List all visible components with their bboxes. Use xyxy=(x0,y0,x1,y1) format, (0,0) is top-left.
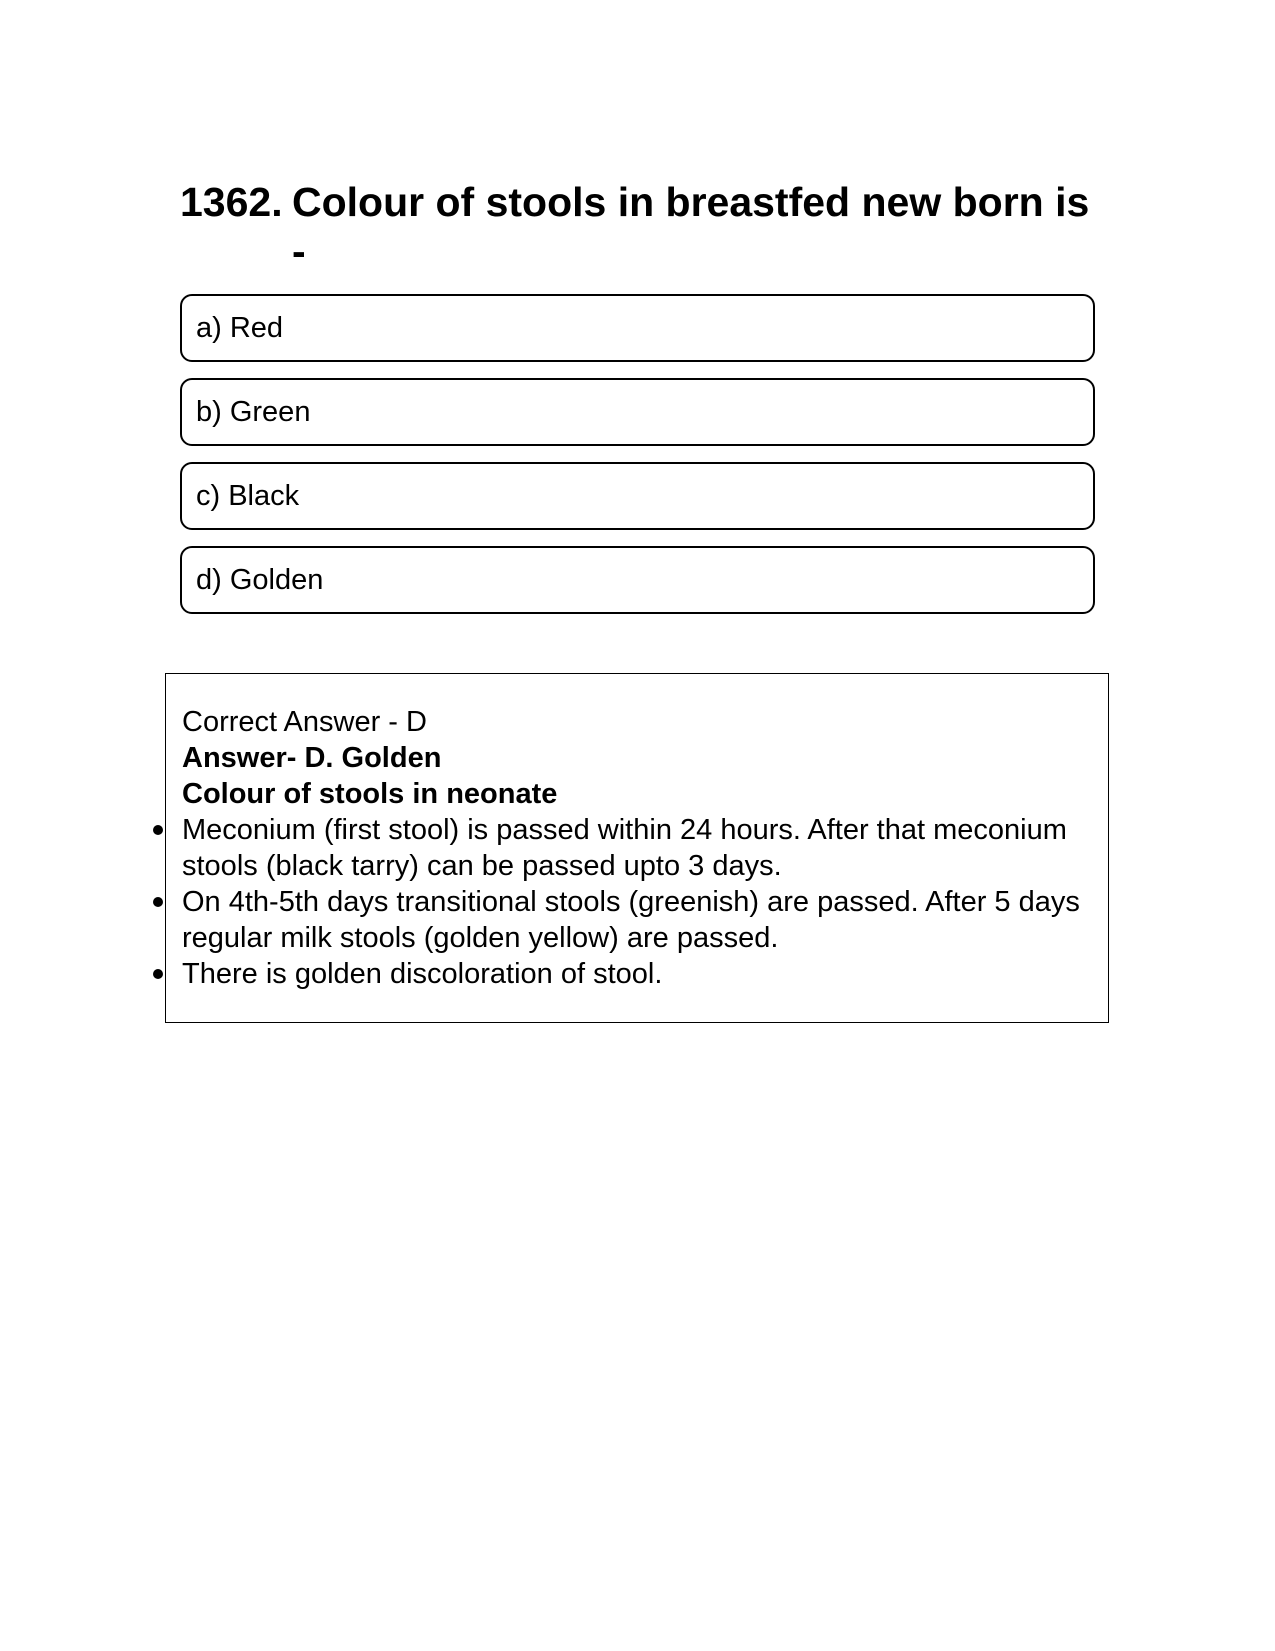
option-a[interactable] xyxy=(180,294,1095,362)
option-label: b) Green xyxy=(196,395,311,428)
question-number: 1362. xyxy=(180,179,283,225)
option-label: c) Black xyxy=(196,479,300,512)
list-item: There is golden discoloration of stool. xyxy=(182,956,1092,992)
list-item: On 4th-5th days transitional stools (greenish) are passed. After 5 days regular milk stools (golden yellow) are passed. xyxy=(182,884,1092,956)
answer-explanation-box xyxy=(165,673,1109,1023)
explanation-heading: Colour of stools in neonate xyxy=(182,778,558,810)
explanation-list xyxy=(182,812,1092,992)
option-c[interactable] xyxy=(180,462,1095,530)
question-heading xyxy=(180,178,1100,276)
option-label: d) Golden xyxy=(196,563,324,596)
correct-answer-line: Correct Answer - D xyxy=(182,706,427,738)
options-list xyxy=(180,294,1095,630)
question-text: Colour of stools in breastfed new born is - xyxy=(292,179,1090,274)
option-label: a) Red xyxy=(196,311,284,344)
option-b[interactable] xyxy=(180,378,1095,446)
answer-line: Answer- D. Golden xyxy=(182,742,442,774)
option-d[interactable] xyxy=(180,546,1095,614)
list-item: Meconium (first stool) is passed within 24 hours. After that meconium stools (black tarry) can be passed upto 3 days. xyxy=(182,812,1092,884)
